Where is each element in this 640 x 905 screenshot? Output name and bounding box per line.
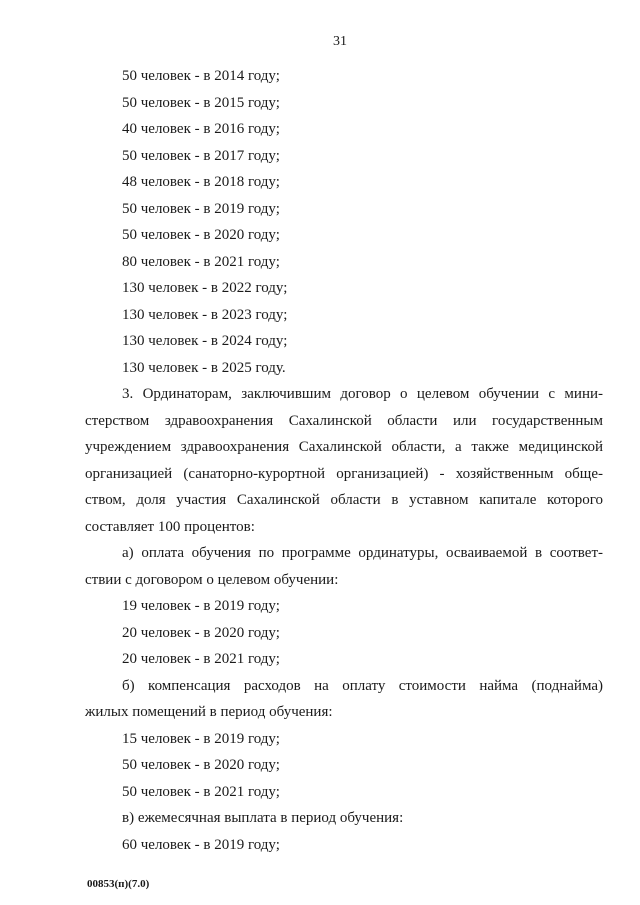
list-item: 130 человек - в 2024 году; bbox=[122, 333, 288, 349]
paragraph-line: ствии с договором о целевом обучении: bbox=[85, 571, 339, 588]
paragraph-line: жилых помещений в период обучения: bbox=[85, 704, 333, 720]
list-item: 130 человек - в 2023 году; bbox=[122, 306, 288, 323]
paragraph-line: составляет 100 процентов: bbox=[85, 518, 255, 535]
document-code: 00853(п)(7.0) bbox=[87, 878, 150, 890]
document-body bbox=[85, 63, 603, 858]
list-item: 130 человек - в 2025 году. bbox=[122, 359, 286, 376]
list-item: 50 человек - в 2017 году; bbox=[122, 147, 280, 164]
list-item: 60 человек - в 2019 году; bbox=[122, 836, 280, 853]
list-item: 50 человек - в 2014 году; bbox=[122, 68, 280, 84]
list-item: 130 человек - в 2022 году; bbox=[122, 280, 288, 296]
paragraph-line: б) компенсация расходов на оплату стоимости найма (поднайма) bbox=[122, 677, 603, 694]
paragraph-line: 3. Ординаторам, заключившим договор о целевом обучении с мини- bbox=[122, 386, 603, 402]
paragraph-line: организацией (санаторно-курортной организацией) - хозяйственным обще- bbox=[85, 465, 603, 482]
list-item: 15 человек - в 2019 году; bbox=[122, 730, 280, 747]
paragraph-line: в) ежемесячная выплата в период обучения: bbox=[122, 810, 404, 826]
paragraph-line: стерством здравоохранения Сахалинской области или государственным bbox=[85, 412, 603, 429]
paragraph-line: а) оплата обучения по программе ординатуры, осваиваемой в соответ- bbox=[122, 545, 603, 561]
list-item: 50 человек - в 2020 году; bbox=[122, 227, 280, 243]
list-item: 40 человек - в 2016 году; bbox=[122, 121, 280, 137]
page-number: 31 bbox=[333, 34, 347, 49]
list-item: 48 человек - в 2018 году; bbox=[122, 174, 280, 190]
paragraph-line: ством, доля участия Сахалинской области в уставном капитале которого bbox=[85, 492, 603, 508]
list-item: 20 человек - в 2020 году; bbox=[122, 624, 280, 641]
list-item: 20 человек - в 2021 году; bbox=[122, 651, 280, 667]
list-item: 50 человек - в 2019 году; bbox=[122, 200, 280, 217]
list-item: 50 человек - в 2020 году; bbox=[122, 757, 280, 773]
paragraph-line: учреждением здравоохранения Сахалинской области, а также медицинской bbox=[85, 439, 603, 455]
list-item: 50 человек - в 2015 году; bbox=[122, 94, 280, 111]
list-item: 50 человек - в 2021 году; bbox=[122, 783, 280, 800]
list-item: 80 человек - в 2021 году; bbox=[122, 253, 280, 270]
list-item: 19 человек - в 2019 году; bbox=[122, 598, 280, 614]
